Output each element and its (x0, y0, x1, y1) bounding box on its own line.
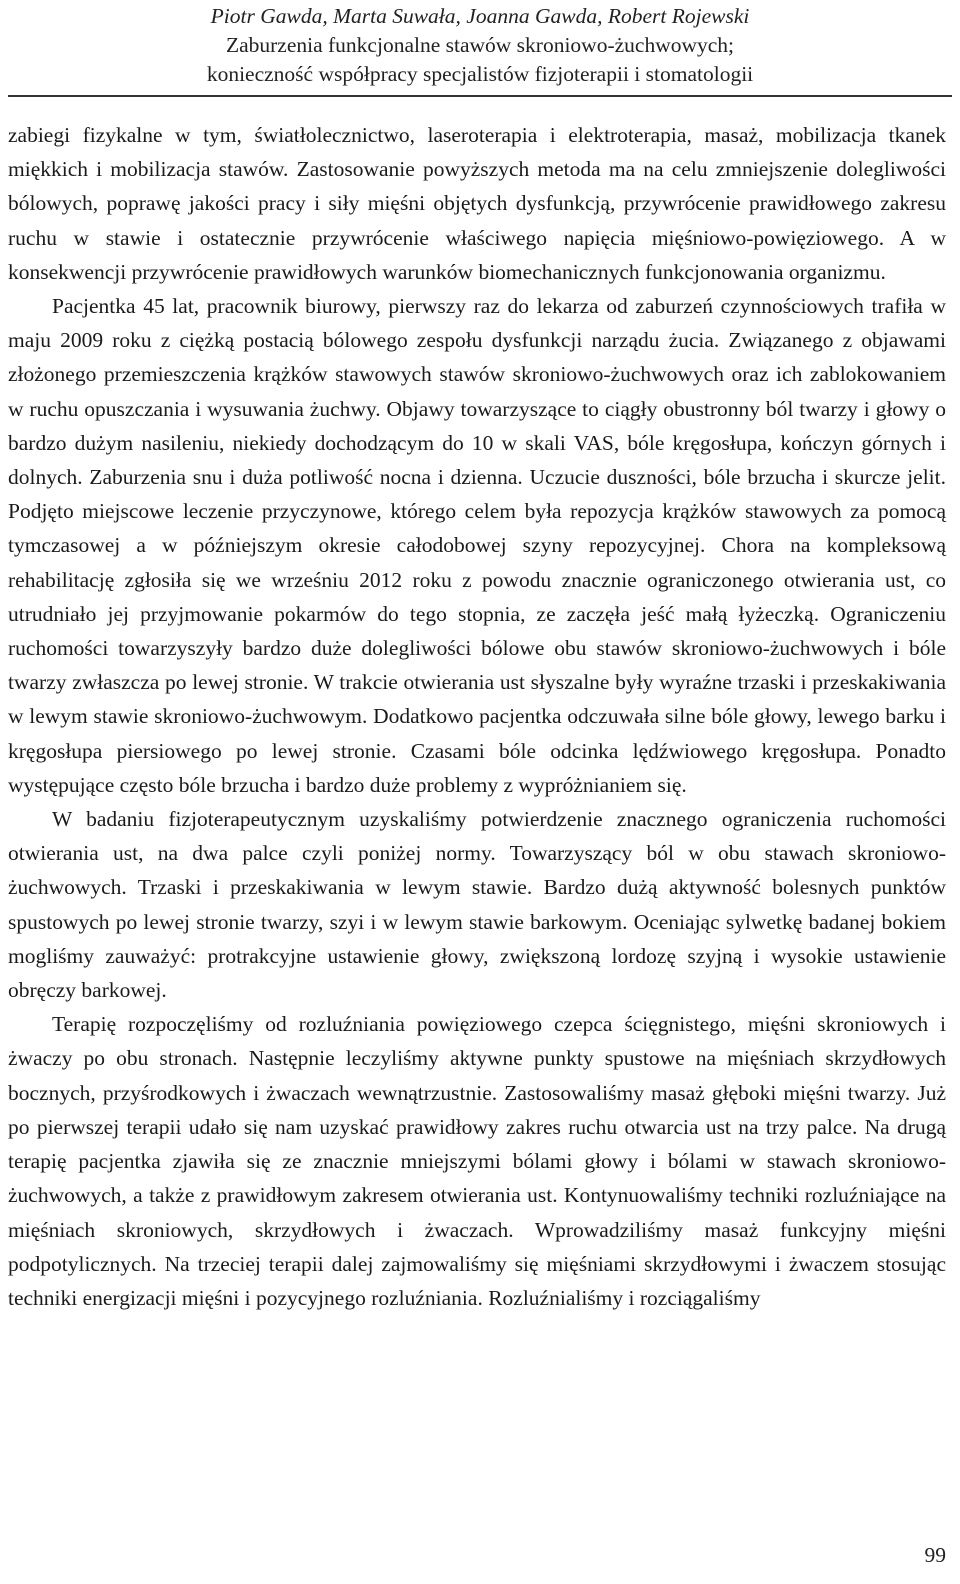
paragraph-examination: W badaniu fizjoterapeutycznym uzyskaliśmy potwierdzenie znacznego ograniczenia ruchomości otwierania ust, na dwa palce czyli poniżej normy. Towarzyszący ból w obu stawach skroniowo-żuchwowych. Trzaski i przeskakiwania w lewym stawie. Bardzo dużą aktywność bolesnych punktów spustowych po lewej stronie twarzy, szyi i w lewym stawie barkowym. Oceniając sylwetkę badanej bokiem mogliśmy zauważyć: protrakcyjne ustawienie głowy, zwiększoną lordozę szyjną i wysokie ustawienie obręczy barkowej. (8, 807, 946, 1003)
paragraph-continuation: zabiegi fizykalne w tym, światłolecznictwo, laseroterapia i elektroterapia, masaż, mobilizacja tkanek miękkich i mobilizacja stawów. Zastosowanie powyższych metoda ma na celu zmniejszenie dolegliwości bólowych, poprawę jakości pracy i siły mięśni objętych dysfunkcją, przywrócenie prawidłowego zakresu ruchu w stawie i ostatecznie przywrócenie właściwego napięcia mięśniowo-powięziowego. A w konsekwencji przywrócenie prawidłowych warunków biomechanicznych funkcjonowania organizmu. (8, 123, 946, 284)
header-authors: Piotr Gawda, Marta Suwała, Joanna Gawda, Robert Rojewski (210, 4, 750, 28)
paragraph-case-description: Pacjentka 45 lat, pracownik biurowy, pierwszy raz do lekarza od zaburzeń czynnościowych trafiła w maju 2009 roku z ciężką postacią bólowego zespołu dysfunkcji narządu żucia. Związanego z objawami złożonego przemieszczenia krążków stawowych stawów skroniowo-żuchwowych oraz ich zablokowaniem w ruchu opuszczania i wysuwania żuchwy. Objawy towarzyszące to ciągły obustronny ból twarzy i głowy o bardzo dużym nasileniu, niekiedy dochodzącym do 10 w skali VAS, bóle kręgosłupa, kończyn górnych i dolnych. Zaburzenia snu i duża potliwość nocna i dzienna. Uczucie duszności, bóle brzucha i skurcze jelit. Podjęto miejscowe leczenie przyczynowe, którego celem była repozycja krążków stawowych za pomocą tymczasowej a w późniejszym okresie całodobowej szyny repozycyjnej. Chora na kompleksową rehabilitację zgłosiła się we wrześniu 2012 roku z powodu znacznie ograniczonego otwierania ust, co utrudniało jej przyjmowanie pokarmów do tego stopnia, ze zaczęła jeść małą łyżeczką. Ograniczeniu ruchomości towarzyszyły bardzo duże dolegliwości bólowe obu stawów skroniowo-żuchwowych i bóle twarzy zwłaszcza po lewej stronie. W trakcie otwierania ust słyszalne były wyraźne trzaski i przeskakiwania w lewym stawie skroniowo-żuchwowym. Dodatkowo pacjentka odczuwała silne bóle głowy, lewego barku i kręgosłupa piersiowego po lewej stronie. Czasami bóle odcinka lędźwiowego kręgosłupa. Ponadto występujące często bóle brzucha i bardzo duże problemy z wypróżnianiem się. (8, 294, 946, 797)
header-title-line-2: konieczność współpracy specjalistów fizjoterapii i stomatologii (206, 62, 754, 86)
article-body (8, 118, 946, 1315)
page-number: 99 (924, 1543, 946, 1567)
running-header (8, 2, 952, 89)
header-divider (8, 95, 952, 97)
paragraph-therapy: Terapię rozpoczęliśmy od rozluźniania powięziowego czepca ścięgnistego, mięśni skroniowych i żwaczy po obu stronach. Następnie leczyliśmy aktywne punkty spustowe na mięśniach skrzydłowych bocznych, przyśrodkowych i żwaczach wewnątrzustnie. Zastosowaliśmy masaż głęboki mięśni twarzy. Już po pierwszej terapii udało się nam uzyskać prawidłowy zakres ruchu otwarcia ust na trzy palce. Na drugą terapię pacjentka zjawiła się ze znacznie mniejszymi bólami głowy i bólami w stawach skroniowo-żuchwowych, a także z prawidłowym zakresem otwierania ust. Kontynuowaliśmy techniki rozluźniające na mięśniach skroniowych, skrzydłowych i żwaczach. Wprowadziliśmy masaż funkcyjny mięśni podpotylicznych. Na trzeciej terapii dalej zajmowaliśmy się mięśniami skrzydłowymi i żwaczem stosując techniki energizacji mięśni i pozycyjnego rozluźniania. Rozluźnialiśmy i rozciągaliśmy (8, 1012, 946, 1310)
header-title-line-1: Zaburzenia funkcjonalne stawów skroniowo-żuchwowych; (225, 33, 735, 57)
